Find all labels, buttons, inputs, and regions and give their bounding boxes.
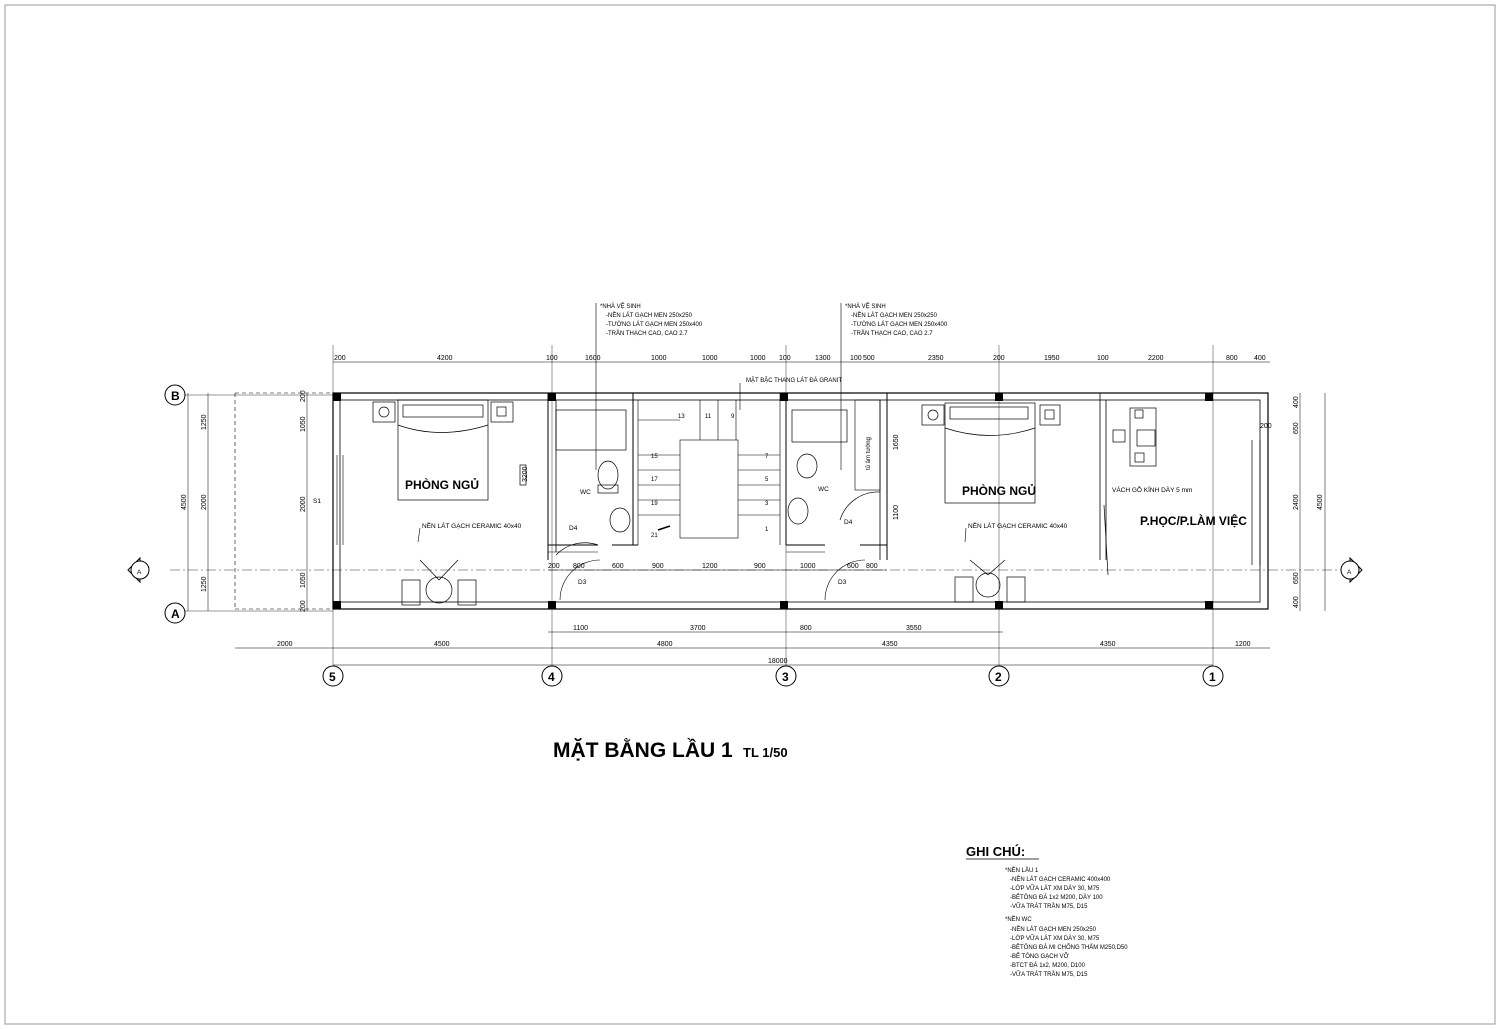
floor-leader-right — [965, 528, 966, 542]
stair-number: 21 — [651, 533, 658, 539]
dim-label: 1250 — [201, 576, 208, 592]
dim-label: 200 — [993, 355, 1005, 362]
wc-left-fixtures — [556, 410, 630, 555]
notes-wc-item: -BÊTÔNG ĐÁ MI CHỐNG THẤM M250,D50 — [1010, 945, 1128, 951]
wc-note-line: -TRẦN THẠCH CAO, CAO 2.7 — [606, 331, 688, 337]
dim-label: 1050 — [300, 572, 307, 588]
stair-number: 1 — [765, 527, 769, 533]
dim-label: 1200 — [1235, 641, 1251, 648]
top-dimension-labels — [334, 355, 1266, 362]
stair-label: MẶT BẬC THANG LÁT ĐÁ GRANIT — [746, 378, 843, 384]
bottom-dimension-lines — [235, 632, 1270, 665]
dim-label: 200 — [300, 390, 307, 402]
dim-label: 2400 — [1293, 494, 1300, 510]
dim-label: 600 — [612, 563, 624, 570]
dim-label: 800 — [866, 563, 878, 570]
dim-label: 200 — [1260, 423, 1272, 430]
dim-label: 4500 — [181, 494, 188, 510]
notes-wc-item: -BÊ TÔNG GẠCH VỠ — [1010, 954, 1069, 960]
notes-wc-item: -NỀN LÁT GẠCH MEN 250x250 — [1010, 927, 1096, 933]
staircase — [638, 383, 780, 538]
dim-label: 800 — [800, 625, 812, 632]
dim-label: 2000 — [201, 494, 208, 510]
total-length-label: 18000 — [768, 658, 788, 665]
left-dimension-outer — [181, 414, 208, 592]
notes-heading: GHI CHÚ: — [966, 844, 1026, 859]
stair-number: 7 — [765, 454, 769, 460]
dim-label: 2000 — [277, 641, 293, 648]
wc-note-line: -NỀN LÁT GẠCH MEN 250x250 — [851, 313, 937, 319]
notes-floor-item: -VỮA TRÁT TRẦN M75, D15 — [1010, 904, 1088, 910]
axis-label-b: B — [171, 389, 180, 403]
drawing-scale: TL 1/50 — [743, 745, 788, 760]
axis-label-a-left: A — [171, 607, 180, 621]
wc-right-label: WC — [818, 486, 829, 493]
dim-label: 800 — [1226, 355, 1238, 362]
wc-note-line: -NỀN LÁT GẠCH MEN 250x250 — [606, 313, 692, 319]
wc-note-line: -TƯỜNG LÁT GẠCH MEN 250x400 — [851, 322, 948, 328]
wc-note-line: *NHÀ VỆ SINH — [600, 304, 641, 310]
dim-label: 2200 — [1148, 355, 1164, 362]
dim-label: 400 — [1293, 596, 1300, 608]
cabinet-label: tủ âm tường — [866, 437, 872, 470]
dim-label: 100 — [1097, 355, 1109, 362]
stair-number: 9 — [731, 414, 735, 420]
floor-label-right: NỀN LÁT GẠCH CERAMIC 40x40 — [968, 523, 1068, 530]
notes-wc-item: -BTCT ĐÁ 1x2, M200, D100 — [1010, 963, 1085, 969]
bedroom-left-label: PHÒNG NGỦ — [405, 478, 480, 492]
dim-label: 1600 — [585, 355, 601, 362]
wc-note-line: -TRẦN THẠCH CAO, CAO 2.7 — [851, 331, 933, 337]
dim-label: 2000 — [300, 496, 307, 512]
sheet-border — [5, 5, 1495, 1024]
axis-markers-x — [323, 666, 1223, 686]
wc-notes-right — [845, 302, 948, 337]
axis-label-1: 1 — [1209, 670, 1216, 684]
section-label-left: A — [137, 569, 142, 576]
door-d3-right: D3 — [838, 579, 847, 586]
left-dimension-inner — [300, 390, 307, 612]
chair-right — [955, 560, 1025, 602]
dim-label: 1050 — [300, 416, 307, 432]
dim-label: 400 — [1293, 396, 1300, 408]
chair-left — [402, 560, 476, 605]
drawing-title: MẶT BẰNG LẦU 1 — [553, 739, 733, 762]
structural-columns — [333, 393, 1213, 609]
dim-label: 1250 — [201, 414, 208, 430]
dim-label: 1000 — [651, 355, 667, 362]
dim-label: 600 — [847, 563, 859, 570]
dim-label: 1100 — [573, 625, 589, 632]
axis-label-3: 3 — [782, 670, 789, 684]
notes-floor-item: -BÊTÔNG ĐÁ 1x2 M200, DÀY 100 — [1010, 895, 1103, 901]
dim-label: 3550 — [906, 625, 922, 632]
dim-label: 400 — [1254, 355, 1266, 362]
dim-label: 1950 — [1044, 355, 1060, 362]
notes-floor-item: -LỚP VỮA LÁT XM DÀY 30, M75 — [1010, 886, 1100, 892]
dim-label: 100 — [779, 355, 791, 362]
dim-label: 4200 — [437, 355, 453, 362]
dim-label: 3200 — [522, 466, 529, 482]
dim-label: 1000 — [750, 355, 766, 362]
dim-label: 900 — [754, 563, 766, 570]
dim-label: 4350 — [882, 641, 898, 648]
section-marker-right — [1341, 558, 1362, 582]
section-label-right: A — [1347, 569, 1352, 576]
study-label: P.HỌC/P.LÀM VIỆC — [1140, 514, 1247, 528]
right-dimension-inner — [1293, 396, 1300, 608]
stair-number: 19 — [651, 501, 658, 507]
door-d4-right: D4 — [844, 519, 853, 526]
dim-label: 650 — [1293, 422, 1300, 434]
dim-label: 3700 — [690, 625, 706, 632]
dim-label: 800 — [573, 563, 585, 570]
wc-note-line: -TƯỜNG LÁT GẠCH MEN 250x400 — [606, 322, 703, 328]
floor-leader-left — [418, 528, 420, 542]
stair-number: 17 — [651, 477, 658, 483]
glass-wall-label: VÁCH GỖ KÍNH DÀY 5 mm — [1112, 487, 1193, 494]
section-marker-left — [128, 558, 149, 582]
door-d4-left: D4 — [569, 525, 578, 532]
window-s1-label: S1 — [313, 498, 321, 505]
stair-number: 13 — [678, 414, 685, 420]
wc-left-label: WC — [580, 489, 591, 496]
dim-label: 1200 — [702, 563, 718, 570]
dim-label: 1650 — [893, 434, 900, 450]
dim-label: 1000 — [800, 563, 816, 570]
floor-label-left: NỀN LÁT GẠCH CERAMIC 40x40 — [422, 523, 522, 530]
dim-label: 200 — [334, 355, 346, 362]
bedroom-right-label: PHÒNG NGỦ — [962, 484, 1037, 498]
dim-label: 650 — [1293, 572, 1300, 584]
bottom-dimension-row2 — [277, 641, 1251, 648]
dim-label: 4800 — [657, 641, 673, 648]
building-walls — [235, 393, 1268, 609]
notes-wc-item: -VỮA TRÁT TRẦN M75, D15 — [1010, 972, 1088, 978]
dim-label: 500 — [863, 355, 875, 362]
stair-number: 15 — [651, 454, 658, 460]
stair-step-numbers — [651, 414, 769, 539]
wc-notes-left — [600, 302, 703, 337]
dim-label: 1300 — [815, 355, 831, 362]
stair-number: 3 — [765, 501, 769, 507]
notes-floor-heading: *NỀN LẦU 1 — [1005, 868, 1039, 874]
dim-label: 200 — [548, 563, 560, 570]
wc-note-line: *NHÀ VỆ SINH — [845, 304, 886, 310]
inner-dimension-labels — [548, 563, 878, 570]
stair-number: 5 — [765, 477, 769, 483]
notes-floor-item: -NỀN LÁT GẠCH CERAMIC 400x400 — [1010, 877, 1111, 883]
axis-label-4: 4 — [548, 670, 555, 684]
dim-label: 200 — [300, 600, 307, 612]
dim-label: 900 — [652, 563, 664, 570]
bottom-dimension-row1 — [573, 625, 922, 632]
dim-label: 100 — [546, 355, 558, 362]
dim-label: 4500 — [1317, 494, 1324, 510]
notes-wc-heading: *NỀN WC — [1005, 917, 1032, 923]
dim-label: 1100 — [893, 504, 900, 520]
door-d3-left: D3 — [578, 579, 587, 586]
dim-label: 4500 — [434, 641, 450, 648]
dim-label: 2350 — [928, 355, 944, 362]
dim-label: 100 — [850, 355, 862, 362]
axis-label-5: 5 — [329, 670, 336, 684]
dim-label: 1000 — [702, 355, 718, 362]
dim-label: 4350 — [1100, 641, 1116, 648]
axis-label-2: 2 — [995, 670, 1002, 684]
stair-number: 11 — [705, 414, 712, 420]
notes-wc-item: -LỚP VỮA LÁT XM DÀY 30, M75 — [1010, 936, 1100, 942]
